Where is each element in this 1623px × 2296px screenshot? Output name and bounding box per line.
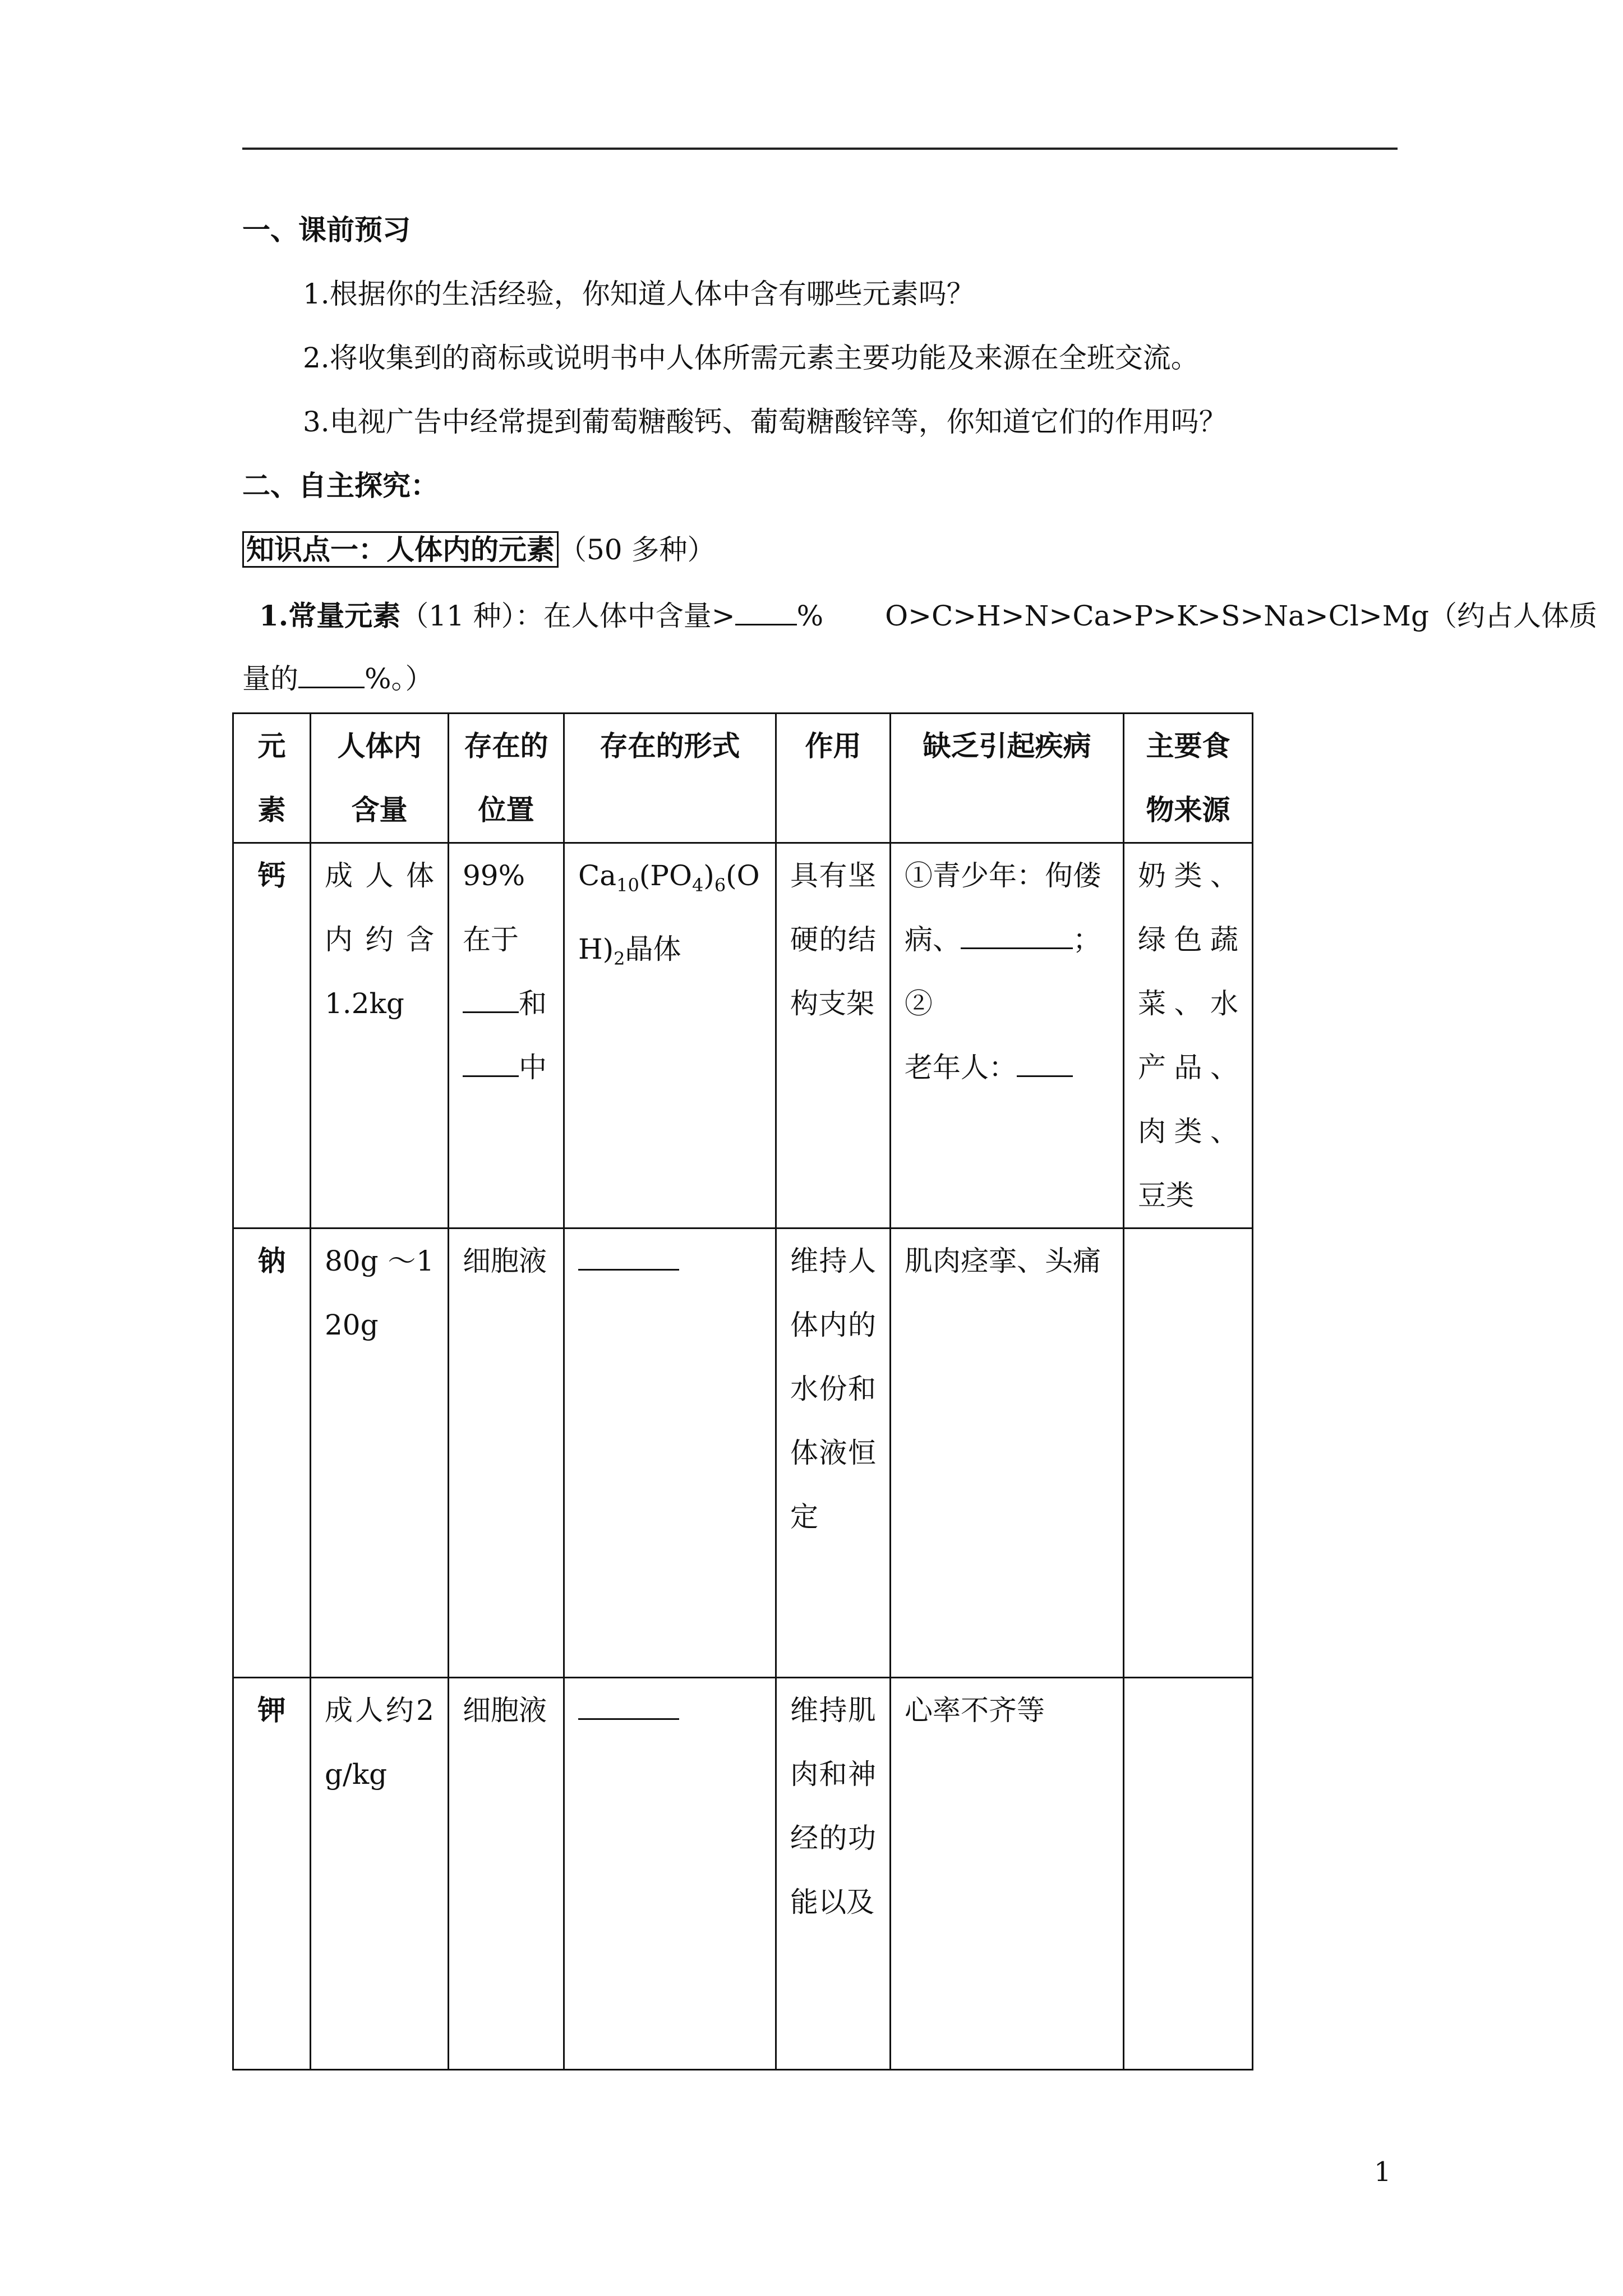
cell-food <box>1124 1678 1253 2070</box>
cell-location <box>449 843 564 1228</box>
cell-function: 维持肌肉和神经的功能以及 <box>776 1678 891 2070</box>
header-disease: 缺乏引起疾病 <box>891 714 1124 843</box>
disease-text-b: ；② <box>905 923 1101 1020</box>
header-rule <box>242 148 1398 150</box>
cell-element: 钙 <box>233 843 311 1228</box>
header-food: 主要食物来源 <box>1124 714 1253 843</box>
form-c: ) <box>703 859 714 892</box>
table-row <box>233 1228 1253 1678</box>
macro-mass-blank[interactable] <box>298 662 365 688</box>
cell-form <box>564 1228 776 1678</box>
form-sub-4: 2 <box>614 948 625 969</box>
question-1: 1.根据你的生活经验，你知道人体中含有哪些元素吗？ <box>303 278 975 310</box>
section1-title: 一、课前预习 <box>242 213 411 246</box>
disease-text-a: ①青少年：佝偻病、 <box>905 859 1101 956</box>
knowledge-point-label: 知识点一：人体内的元素 <box>242 531 559 568</box>
knowledge-point-1 <box>242 533 716 567</box>
elements-table <box>232 712 1253 2070</box>
form-sub-2: 4 <box>691 875 704 896</box>
cell-food <box>1124 1228 1253 1678</box>
cell-form <box>564 1678 776 2070</box>
cell-disease: 肌肉痉挛、头痛 <box>891 1228 1124 1678</box>
cell-location: 细胞液 <box>449 1678 564 2070</box>
cell-food: 奶类、绿色蔬菜、水产品、肉类、豆类 <box>1124 843 1253 1228</box>
macro-elements-line <box>259 599 1597 633</box>
location-blank-2[interactable] <box>463 1051 519 1077</box>
form-a: Ca <box>578 859 617 892</box>
cell-location: 细胞液 <box>449 1228 564 1678</box>
macro-percent-sign: % <box>796 600 824 632</box>
cell-disease: 心率不齐等 <box>891 1678 1124 2070</box>
cell-disease <box>891 843 1124 1228</box>
section2-title: 二、自主探究： <box>242 469 439 502</box>
header-function: 作用 <box>776 714 891 843</box>
cell-form <box>564 843 776 1228</box>
cell-content: 成人约2g/kg <box>311 1678 449 2070</box>
header-element: 元素 <box>233 714 311 843</box>
location-text-c: 中 <box>519 1051 547 1084</box>
question-3: 3.电视广告中经常提到葡萄糖酸钙、葡萄糖酸锌等，你知道它们的作用吗？ <box>303 406 1227 438</box>
form-e: 晶体 <box>625 933 681 965</box>
table-row <box>233 843 1253 1228</box>
macro-elements-text: （11 种）：在人体中含量> <box>400 600 735 632</box>
knowledge-point-note: （50 多种） <box>559 533 716 566</box>
question-2: 2.将收集到的商标或说明书中人体所需元素主要功能及来源在全班交流。 <box>303 342 1199 374</box>
header-form: 存在的形式 <box>564 714 776 843</box>
cell-element: 钾 <box>233 1678 311 2070</box>
macro-percent-blank[interactable] <box>735 599 797 625</box>
cell-content: 成人体内约含1.2kg <box>311 843 449 1228</box>
disease-blank-2[interactable] <box>1017 1051 1073 1077</box>
cell-content: 80g ～120g <box>311 1228 449 1678</box>
form-blank[interactable] <box>578 1244 679 1271</box>
header-content: 人体内含量 <box>311 714 449 843</box>
form-sub-3: 6 <box>714 875 726 896</box>
table-row <box>233 1678 1253 2070</box>
table-header-row <box>233 714 1253 843</box>
form-blank[interactable] <box>578 1694 679 1720</box>
macro-line2-end: %。） <box>365 662 434 695</box>
header-location: 存在的位置 <box>449 714 564 843</box>
location-text-b: 和 <box>519 987 547 1020</box>
form-b: (PO <box>639 859 692 892</box>
page-number: 1 <box>1374 2156 1391 2188</box>
macro-order: O>C>H>N>Ca>P>K>S>Na>Cl>Mg（约占人体质 <box>885 600 1598 632</box>
disease-text-c: 老年人： <box>905 1051 1017 1084</box>
cell-function: 具有坚硬的结构支架 <box>776 843 891 1228</box>
cell-function: 维持人体内的水份和体液恒定 <box>776 1228 891 1678</box>
macro-line2-text: 量的 <box>242 662 298 695</box>
macro-elements-label: 1.常量元素 <box>259 599 401 632</box>
location-blank-1[interactable] <box>463 987 519 1013</box>
macro-elements-line2 <box>242 662 434 696</box>
form-sub-1: 10 <box>616 875 639 896</box>
disease-blank-1[interactable] <box>961 923 1073 949</box>
location-text-a: 99% 在于 <box>463 859 525 956</box>
cell-element: 钠 <box>233 1228 311 1678</box>
form-d: (OH) <box>578 859 760 965</box>
